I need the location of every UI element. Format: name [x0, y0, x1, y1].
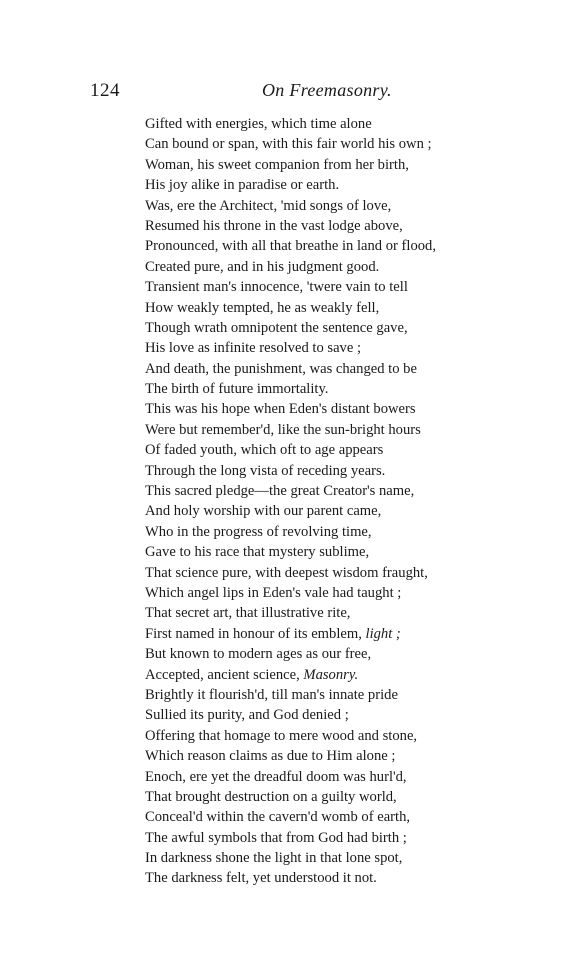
poem-line-text: This sacred pledge—the great Creator's name,	[145, 483, 415, 500]
poem-line	[145, 236, 475, 256]
poem-line	[145, 848, 475, 868]
poem-line	[145, 216, 475, 236]
poem-line	[145, 359, 475, 379]
poem-line	[145, 134, 475, 154]
poem-line-text: Were but remember'd, like the sun-bright hours	[145, 421, 421, 438]
page-header	[90, 80, 510, 104]
poem-line-text: Who in the progress of revolving time,	[145, 523, 372, 540]
poem-line	[145, 298, 475, 318]
poem-line-text: This was his hope when Eden's distant bowers	[145, 401, 416, 418]
poem-line-text: Sullied its purity, and God denied ;	[145, 707, 349, 724]
poem-line-text: Pronounced, with all that breathe in land or flood,	[145, 238, 436, 255]
poem-line	[145, 155, 475, 175]
poem-line-text: Brightly it flourish'd, till man's innate pride	[145, 686, 398, 703]
poem-line	[145, 624, 475, 644]
poem-line	[145, 685, 475, 705]
poem-line	[145, 257, 475, 277]
poem-line-text: Offering that homage to mere wood and stone,	[145, 727, 418, 744]
poem-line-emphasis: light ;	[365, 625, 401, 642]
poem-line	[145, 726, 475, 746]
poem-line-text: That secret art, that illustrative rite,	[145, 605, 351, 622]
poem-line	[145, 338, 475, 358]
poem-line	[145, 583, 475, 603]
page-number: 124	[90, 80, 120, 101]
poem-line	[145, 746, 475, 766]
poem-line-text: Gave to his race that mystery sublime,	[145, 544, 370, 561]
poem-line-text: Can bound or span, with this fair world his own ;	[145, 136, 432, 153]
poem-line-text: That science pure, with deepest wisdom fraught,	[145, 564, 428, 581]
poem-line	[145, 828, 475, 848]
poem-line-text: Was, ere the Architect, 'mid songs of love,	[145, 197, 392, 214]
poem-line-text: Of faded youth, which oft to age appears	[145, 442, 384, 459]
poem-line	[145, 787, 475, 807]
poem-line-text: Which angel lips in Eden's vale had taught ;	[145, 584, 402, 601]
poem-line-text: His joy alike in paradise or earth.	[145, 177, 340, 194]
poem-line	[145, 420, 475, 440]
poem-line-text: Which reason claims as due to Him alone ;	[145, 748, 396, 765]
poem-line-text: But known to modern ages as our free,	[145, 646, 372, 663]
poem-line	[145, 318, 475, 338]
poem-line	[145, 868, 475, 888]
poem-line	[145, 522, 475, 542]
poem-line-text: Enoch, ere yet the dreadful doom was hurl'd,	[145, 768, 407, 785]
poem-line-text: Accepted, ancient science,	[145, 666, 304, 683]
running-title: On Freemasonry.	[262, 80, 392, 100]
poem-line	[145, 807, 475, 827]
poem-line	[145, 644, 475, 664]
poem-line-text: How weakly tempted, he as weakly fell,	[145, 299, 380, 316]
poem-line-text: His love as infinite resolved to save ;	[145, 340, 362, 357]
poem-line-text: The birth of future immortality.	[145, 381, 329, 398]
poem-line-text: Transient man's innocence, 'twere vain to tell	[145, 279, 408, 296]
poem-line-text: Woman, his sweet companion from her birth,	[145, 156, 409, 173]
poem-line	[145, 767, 475, 787]
poem-line	[145, 603, 475, 623]
poem-line	[145, 563, 475, 583]
poem-line-text: The awful symbols that from God had birth ;	[145, 829, 407, 846]
poem-line-text: And holy worship with our parent came,	[145, 503, 382, 520]
poem-line-text: Gifted with energies, which time alone	[145, 116, 372, 132]
poem-text	[145, 114, 475, 889]
poem-line	[145, 481, 475, 501]
poem-line	[145, 440, 475, 460]
poem-line-text: Resumed his throne in the vast lodge above,	[145, 217, 403, 234]
poem-line-text: In darkness shone the light in that lone spot,	[145, 850, 403, 867]
poem-line	[145, 461, 475, 481]
poem-line	[145, 542, 475, 562]
poem-line-text: Though wrath omnipotent the sentence gave,	[145, 319, 408, 336]
poem-line-text: Through the long vista of receding years.	[145, 462, 386, 479]
poem-line-emphasis: Masonry.	[303, 666, 359, 683]
poem-line-text: Conceal'd within the cavern'd womb of earth,	[145, 809, 411, 826]
poem-line-text: That brought destruction on a guilty world,	[145, 788, 397, 805]
poem-line	[145, 501, 475, 521]
poem-line-text: The darkness felt, yet understood it not.	[145, 870, 377, 887]
poem-line-text: And death, the punishment, was changed to be	[145, 360, 417, 377]
poem-line	[145, 114, 475, 134]
poem-line-text: Created pure, and in his judgment good.	[145, 258, 380, 275]
poem-line	[145, 665, 475, 685]
poem-line	[145, 399, 475, 419]
poem-line	[145, 379, 475, 399]
poem-line	[145, 196, 475, 216]
poem-line	[145, 175, 475, 195]
poem-line-text: First named in honour of its emblem,	[145, 625, 366, 642]
poem-line	[145, 705, 475, 725]
poem-line	[145, 277, 475, 297]
